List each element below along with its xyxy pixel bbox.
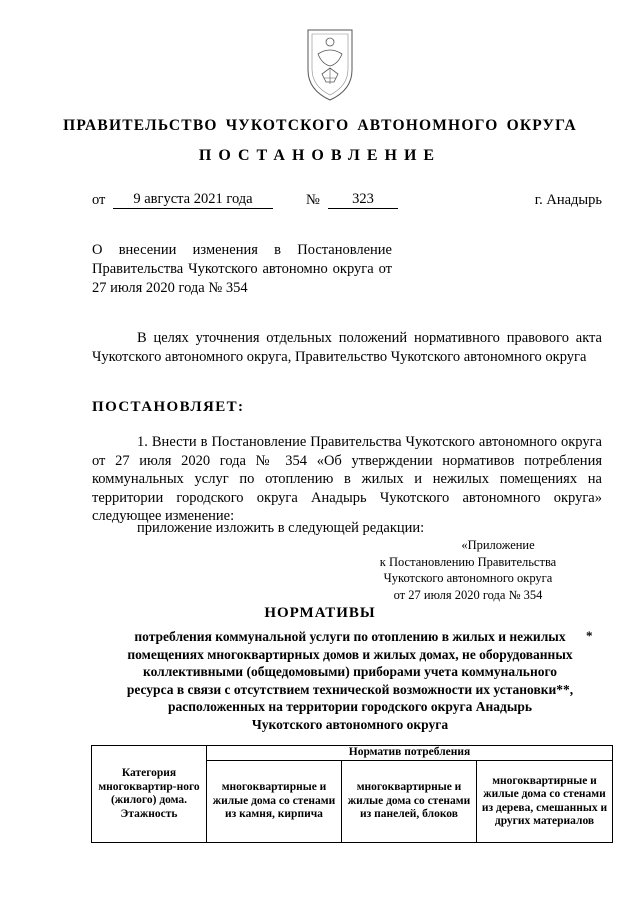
norms-subtitle-line-4: ресурса в связи с отсутствием технической возможности их установки**, [126,681,574,697]
norms-subtitle-line-2: помещениях многоквартирных домов и жилых домах, не оборудованных [127,646,573,662]
norms-subtitle-line-6: Чукотского автономного округа [251,716,449,732]
appendix-reference [338,537,598,603]
document-subject: О внесении изменения в Постановление Правительства Чукотского автономно округа от 27 июля 2020 года № 354 [92,242,392,296]
table-header-stone: многоквартирные и жилые дома со стенами из камня, кирпича [207,761,342,843]
table-header-group: Норматив потребления [207,746,613,761]
document-type-title: ПОСТАНОВЛЕНИЕ [198,147,442,164]
coat-of-arms-icon [300,24,360,104]
from-label: от [92,192,106,208]
appendix-line-1: «Приложение [461,538,535,552]
document-number: 323 [328,191,398,209]
table-header-wood: многоквартирные и жилые дома со стенами из дерева, смешанных и других материалов [477,761,613,843]
government-title: ПРАВИТЕЛЬСТВО ЧУКОТСКОГО АВТОНОМНОГО ОКРУГА [63,117,577,134]
appendix-line-3: Чукотского автономного округа [383,571,553,585]
preamble-paragraph: В целях уточнения отдельных положений нормативного правового акта Чукотского автономного округа, Правительство Чукотского автономного округа [92,330,602,365]
norms-table [91,745,613,843]
norms-title: НОРМАТИВЫ [264,605,376,621]
item-1-paragraph: 1. Внести в Постановление Правительства Чукотского автономного округа от 27 июля 2020 года № 354 «Об утверждении нормативов потребления коммунальных услуг по отоплению в жилых и нежилых помещениях на территории городского округа Анадырь Чукотского автономного округа» следующее изменение: [92,434,602,524]
footnote-star: * [586,628,593,643]
table-header-panel: многоквартирные и жилые дома со стенами из панелей, блоков [342,761,477,843]
norms-subtitle-line-1: потребления коммунальной услуги по отоплению в жилых и нежилых [134,629,566,644]
norms-subtitle-line-3: коллективными (общедомовыми) приборами учета коммунального [142,664,558,679]
document-date: 9 августа 2021 года [113,191,273,209]
document-city: г. Анадырь [534,192,602,208]
appendix-line-4: от 27 июля 2020 года № 354 [393,587,543,602]
item-1-subparagraph: приложение изложить в следующей редакции: [137,520,425,536]
appendix-line-2: к Постановлению Правительства [379,554,557,569]
number-label: № [306,192,320,208]
norms-subtitle-line-5: расположенных на территории городского округа Анадырь [167,699,533,714]
table-header-category: Категория многоквартир-ного (жилого) дома. Этажность [92,746,207,843]
norms-subtitle [90,628,610,733]
table-header-row [92,746,613,761]
decree-heading: ПОСТАНОВЛЯЕТ: [92,399,245,415]
